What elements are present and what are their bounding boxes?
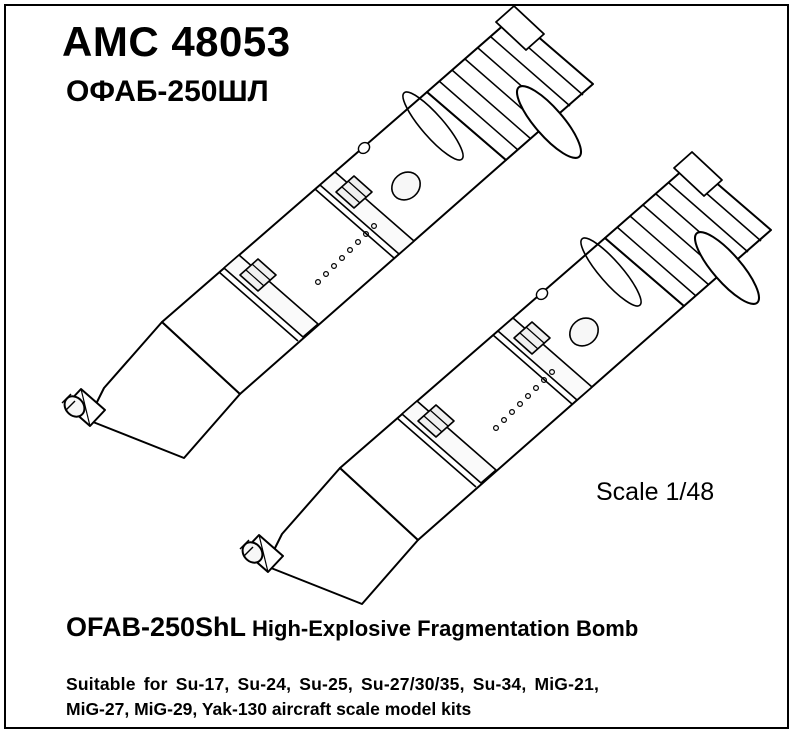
scale-label: Scale 1/48 <box>596 478 715 506</box>
compatibility-note <box>66 672 766 722</box>
compatibility-line-2: MiG-27, MiG-29, Yak-130 aircraft scale model kits <box>66 699 472 719</box>
bomb-description: High-Explosive Fragmentation Bomb <box>252 616 639 641</box>
caption-title <box>66 612 638 643</box>
bomb-designation: OFAB-250ShL <box>66 612 247 642</box>
kit-name-russian: ОФАБ-250ШЛ <box>66 75 269 108</box>
kit-code: AMC 48053 <box>62 18 291 65</box>
compatibility-line-1: Suitable for Su-17, Su-24, Su-25, Su-27/30/35, Su-34, MiG-21, <box>66 674 600 694</box>
